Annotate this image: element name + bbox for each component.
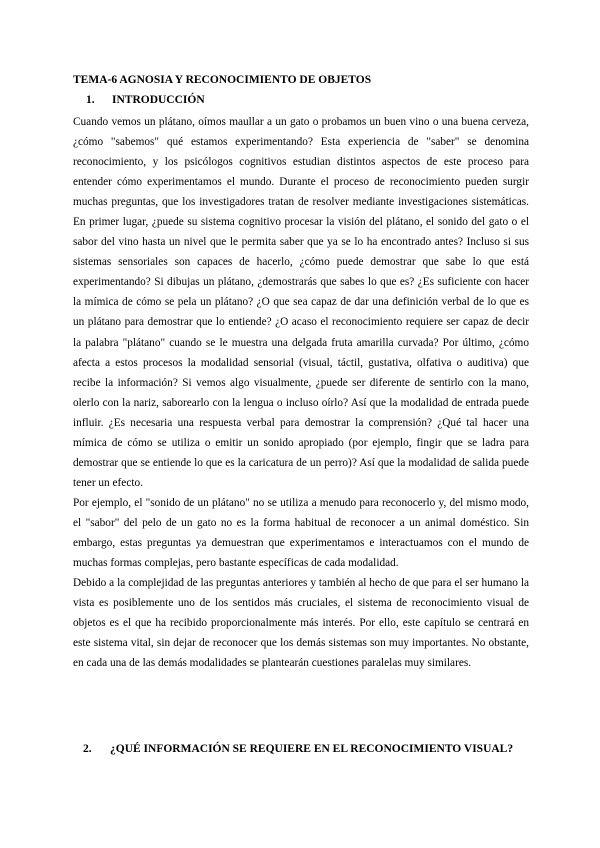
section-heading-text: ¿QUÉ INFORMACIÓN SE REQUIERE EN EL RECONOCIMIENTO VISUAL? xyxy=(110,743,514,755)
body-text xyxy=(73,112,529,673)
section-heading-text: INTRODUCCIÓN xyxy=(112,94,205,106)
section-number: 1. xyxy=(86,94,95,106)
section-number: 2. xyxy=(83,743,92,755)
paragraph-1: Cuando vemos un plátano, oímos maullar a un gato o probamos un buen vino o una buena cerveza, ¿cómo "sabemos" qué estamos experimentando? Esta experiencia de "saber" se denomina reconocimiento, y los psicólogos cognitivos estudian distintos aspectos de este proceso para entender cómo experimentamos el mundo. Durante el proceso de reconocimiento pueden surgir muchas preguntas, que los investigadores tratan de resolver mediante investigaciones sistemáticas. En primer lugar, ¿puede su sistema cognitivo procesar la visión del plátano, el sonido del gato o el sabor del vino hasta un nivel que le permita saber que ya se lo ha encontrado antes? Incluso si sus sistemas sensoriales son capaces de hacerlo, ¿cómo puede demostrar que sabe lo que está experimentando? Si dibujas un plátano, ¿demostrarás que sabes lo que es? ¿Es suficiente con hacer la mímica de cómo se pela un plátano? ¿O que sea capaz de dar una definición verbal de lo que es un plátano para demostrar que lo entiende? ¿O acaso el reconocimiento requiere ser capaz de decir la palabra "plátano" cuando se le muestra una delgada fruta amarilla curvada? Por último, ¿cómo afecta a estos procesos la modalidad sensorial (visual, táctil, gustativa, olfativa o auditiva) que recibe la información? Si vemos algo visualmente, ¿puede ser diferente de sentirlo con la mano, olerlo con la nariz, saborearlo con la lengua o incluso oírlo? Así que la modalidad de entrada puede influir. ¿Es necesaria una respuesta verbal para demostrar la comprensión? ¿Qué tal hacer una mímica de cómo se utiliza o emitir un sonido apropiado (por ejemplo, fingir que se ladra para demostrar que se entiende lo que es la caricatura de un perro)? Así que la modalidad de salida puede tener un efecto. xyxy=(73,116,529,489)
document-title: TEMA-6 AGNOSIA Y RECONOCIMIENTO DE OBJETOS xyxy=(73,74,372,86)
paragraph-3: Debido a la complejidad de las preguntas anteriores y también al hecho de que para el ser humano la vista es posiblemente uno de los sentidos más cruciales, el sistema de reconocimiento visual de objetos es el que ha recibido proporcionalmente más interés. Por ello, este capítulo se centrará en este sistema vital, sin dejar de reconocer que los demás sistemas son muy importantes. No obstante, en cada una de las demás modalidades se plantearán cuestiones paralelas muy similares. xyxy=(73,577,529,670)
section-heading-visual-recognition xyxy=(83,740,529,759)
paragraph-2: Por ejemplo, el "sonido de un plátano" no se utiliza a menudo para reconocerlo y, del mismo modo, el "sabor" del pelo de un gato no es la forma habitual de reconocer a un animal doméstico. Sin embargo, estas preguntas ya demuestran que experimentamos e interactuamos con el mundo de muchas formas complejas, pero bastante específicas de cada modalidad. xyxy=(73,496,529,570)
section-heading-introduction xyxy=(86,93,205,107)
